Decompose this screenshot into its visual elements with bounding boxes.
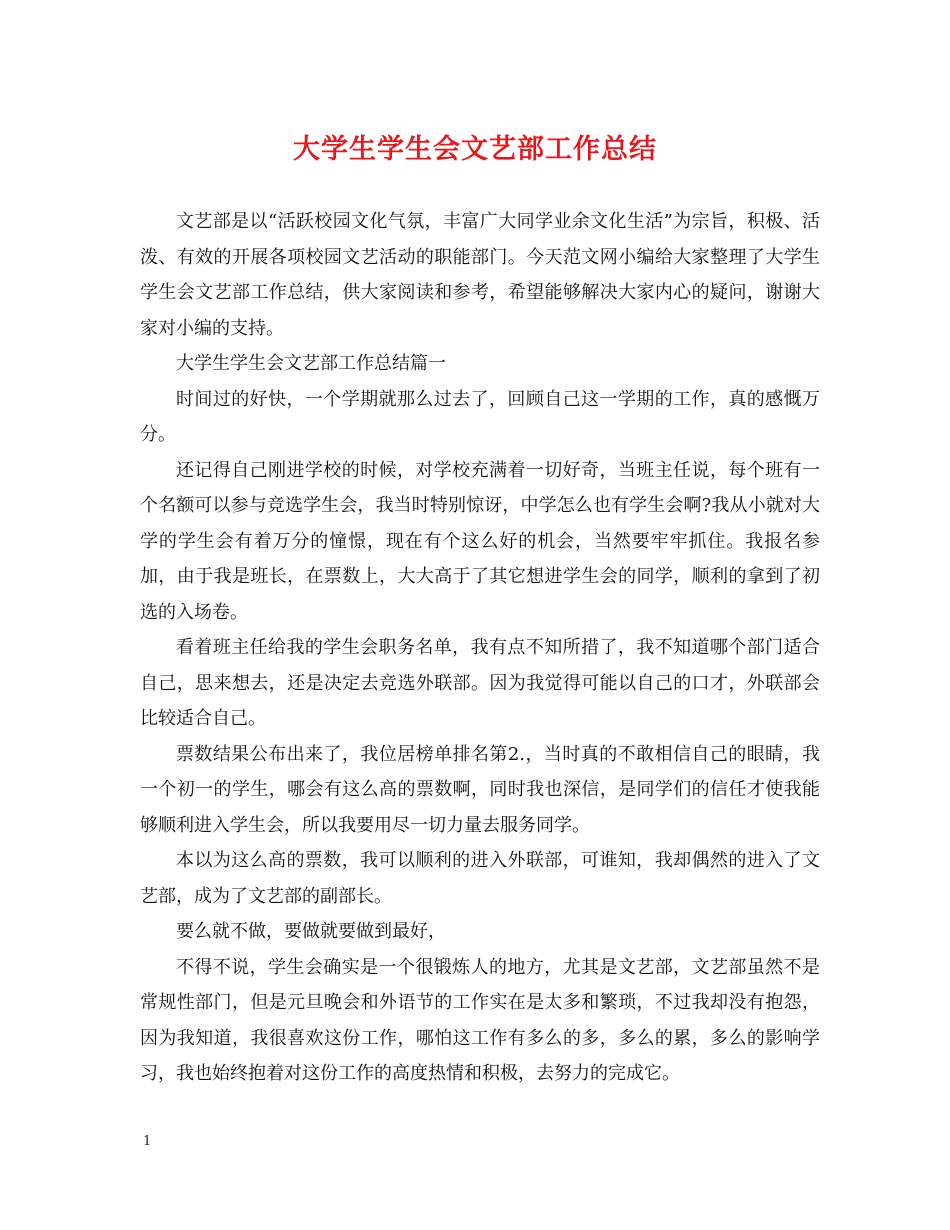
document-body [140, 204, 820, 1092]
page-number: 1 [143, 1134, 152, 1149]
paragraph: 还记得自己刚进学校的时候，对学校充满着一切好奇，当班主任说，每个班有一个名额可以参与竞选学生会，我当时特别惊讶，中学怎么也有学生会啊?我从小就对大学的学生会有着万分的憧憬，现在有个这么好的机会，当然要牢牢抓住。我报名参加，由于我是班长，在票数上，大大高于了其它想进学生会的同学，顺利的拿到了初选的入场卷。 [140, 459, 820, 623]
paragraph: 时间过的好快，一个学期就那么过去了，回顾自己这一学期的工作，真的感慨万分。 [140, 388, 820, 445]
paragraph-section-heading: 大学生学生会文艺部工作总结篇一 [176, 353, 446, 374]
document-title: 大学生学生会文艺部工作总结 [293, 134, 657, 165]
paragraph: 要么就不做，要做就要做到最好， [176, 921, 446, 942]
paragraph: 本以为这么高的票数，我可以顺利的进入外联部，可谁知，我却偶然的进入了文艺部，成为了文艺部的副部长。 [140, 850, 820, 907]
paragraph: 票数结果公布出来了，我位居榜单排名第2.，当时真的不敢相信自己的眼睛，我一个初一的学生，哪会有这么高的票数啊，同时我也深信，是同学们的信任才使我能够顺利进入学生会，所以我要用尽一切力量去服务同学。 [140, 743, 820, 836]
paragraph: 不得不说，学生会确实是一个很锻炼人的地方，尤其是文艺部，文艺部虽然不是常规性部门，但是元旦晚会和外语节的工作实在是太多和繁琐，不过我却没有抱怨，因为我知道，我很喜欢这份工作，哪怕这工作有多么的多，多么的累，多么的影响学习，我也始终抱着对这份工作的高度热情和积极，去努力的完成它。 [140, 956, 820, 1084]
paragraph: 看着班主任给我的学生会职务名单，我有点不知所措了，我不知道哪个部门适合自己，思来想去，还是决定去竞选外联部。因为我觉得可能以自己的口才，外联部会比较适合自己。 [140, 637, 820, 729]
paragraph-intro: 文艺部是以“活跃校园文化气氛，丰富广大同学业余文化生活”为宗旨，积极、活泼、有效的开展各项校园文艺活动的职能部门。今天范文网小编给大家整理了大学生学生会文艺部工作总结，供大家阅读和参考，希望能够解决大家内心的疑问，谢谢大家对小编的支持。 [140, 211, 820, 339]
